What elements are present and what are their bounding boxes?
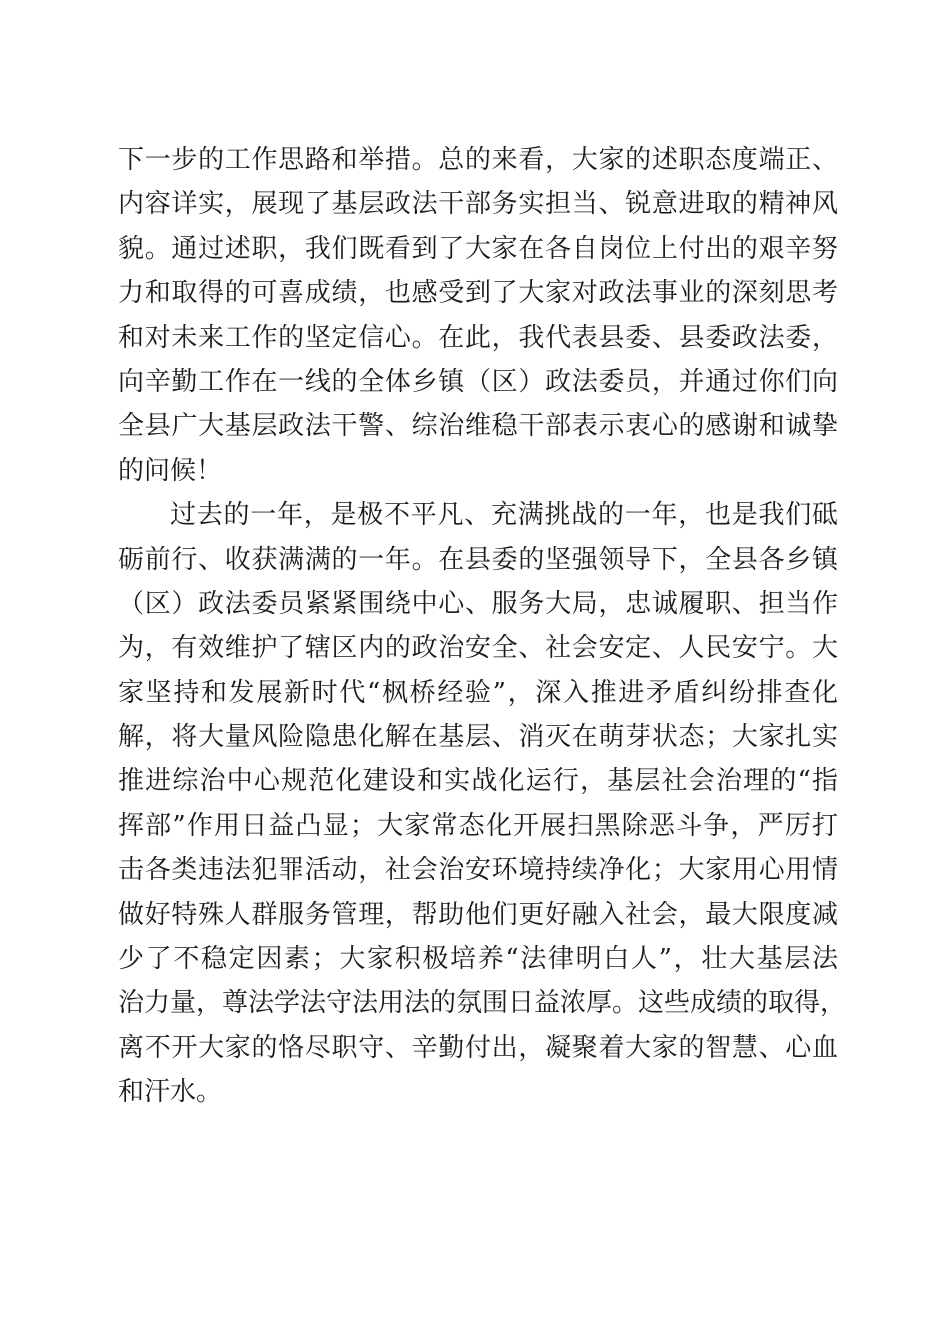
text-line: 挥部”作用日益凸显；大家常态化开展扫黑除恶斗争，严厉打: [118, 810, 838, 841]
text-line: 砺前行、收获满满的一年。在县委的坚强领导下，全县各乡镇: [118, 544, 838, 575]
text-line: （区）政法委员紧紧围绕中心、服务大局，忠诚履职、担当作: [118, 588, 838, 619]
text-line: 击各类违法犯罪活动，社会治安环境持续净化；大家用心用情: [118, 855, 838, 886]
text-line: 做好特殊人群服务管理，帮助他们更好融入社会，最大限度减: [118, 899, 838, 930]
text-line: 过去的一年，是极不平凡、充满挑战的一年，也是我们砥: [170, 500, 838, 531]
text-line: 力和取得的可喜成绩，也感受到了大家对政法事业的深刻思考: [118, 278, 838, 309]
text-line: 离不开大家的恪尽职守、辛勤付出，凝聚着大家的智慧、心血: [118, 1032, 838, 1063]
text-line: 解，将大量风险隐患化解在基层、消灭在萌芽状态；大家扎实: [118, 722, 838, 753]
text-line: 为，有效维护了辖区内的政治安全、社会安定、人民安宁。大: [118, 633, 838, 664]
text-line: 向辛勤工作在一线的全体乡镇（区）政法委员，并通过你们向: [118, 366, 838, 397]
text-line: 推进综治中心规范化建设和实战化运行，基层社会治理的“指: [118, 766, 838, 797]
text-line: 和汗水。: [118, 1077, 223, 1108]
text-line: 貌。通过述职，我们既看到了大家在各自岗位上付出的艰辛努: [118, 233, 838, 264]
text-line: 内容详实，展现了基层政法干部务实担当、锐意进取的精神风: [118, 189, 838, 220]
text-line: 和对未来工作的坚定信心。在此，我代表县委、县委政法委，: [118, 322, 838, 353]
text-line: 的问候！: [118, 455, 223, 486]
body-text: [118, 138, 847, 1115]
paragraph-2: [118, 493, 847, 1114]
text-line: 全县广大基层政法干警、综治维稳干部表示衷心的感谢和诚挚: [118, 411, 838, 442]
text-line: 少了不稳定因素；大家积极培养“法律明白人”，壮大基层法: [118, 944, 838, 975]
paragraph-1: [118, 138, 838, 493]
text-line: 下一步的工作思路和举措。总的来看，大家的述职态度端正、: [118, 145, 838, 175]
text-line: 家坚持和发展新时代“枫桥经验”，深入推进矛盾纠纷排查化: [118, 677, 838, 708]
text-line: 治力量，尊法学法守法用法的氛围日益浓厚。这些成绩的取得，: [118, 988, 847, 1019]
